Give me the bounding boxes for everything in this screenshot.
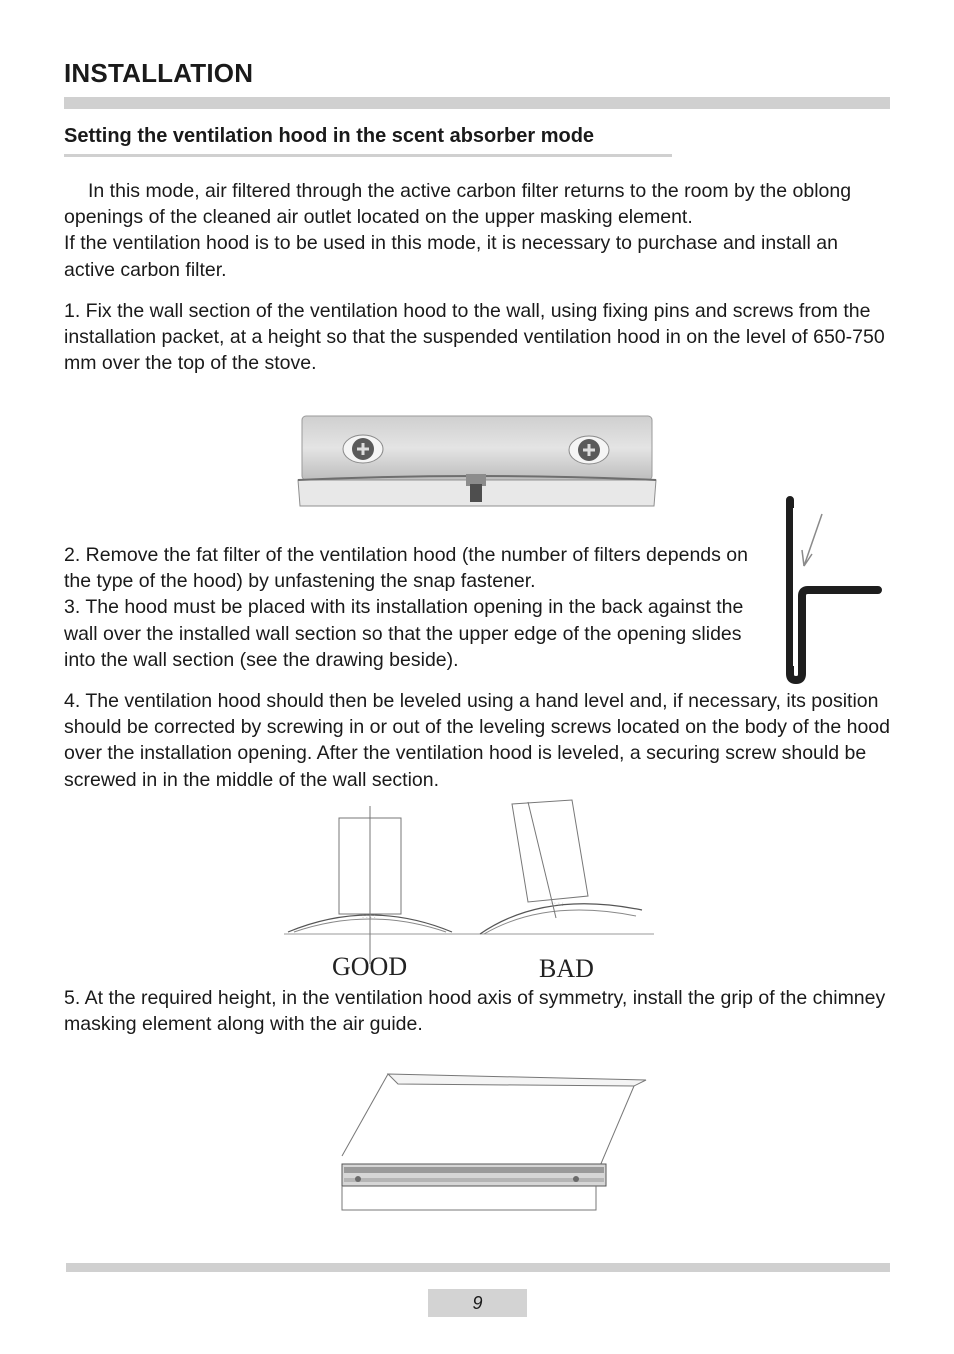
page-title: INSTALLATION: [64, 58, 254, 88]
wall-bracket-illustration: [296, 412, 658, 510]
step-5-text: 5. At the required height, in the ventilation hood axis of symmetry, install the grip of the chimney masking element along with the air guide.: [64, 987, 886, 1036]
intro-paragraph: [64, 178, 894, 283]
svg-text:: : : :: : : : :: [550, 901, 564, 908]
step-3-text: 3. The hood must be placed with its installation opening in the back against the wall over the installed wall section so that the upper edge of the opening slides into the wall section (see the drawing beside).: [64, 596, 744, 671]
steps-2-3-text: [64, 542, 764, 673]
bad-label: BAD: [539, 954, 594, 983]
arrow-down-icon: [802, 514, 822, 566]
footer-divider: [66, 1263, 890, 1272]
screw-icon: [343, 435, 383, 463]
hook-insertion-drawing: [780, 494, 884, 684]
chimney-grip-illustration: [334, 1068, 652, 1218]
page-number: 9: [428, 1289, 527, 1317]
svg-text:: : : :: : : : :: [362, 913, 376, 920]
step-2-text: 2. Remove the fat filter of the ventilation hood (the number of filters depends on the type of the hood) by unfastening the snap fastener.: [64, 544, 748, 593]
header-divider: [64, 97, 890, 109]
screw-icon: [569, 436, 609, 464]
step-4-text: 4. The ventilation hood should then be leveled using a hand level and, if necessary, its position should be corrected by screwing in or out of the leveling screws located on the body of the hood over the installation opening. After the ventilation hood is leveled, a securing screw should be screwed in in the middle of the wall section.: [64, 690, 890, 791]
section-subtitle: Setting the ventilation hood in the scent absorber mode: [64, 125, 672, 157]
good-hood-drawing: [288, 806, 452, 964]
step-1-text: 1. Fix the wall section of the ventilation hood to the wall, using fixing pins and screws from the installation packet, at a height so that the suspended ventilation hood in on the level of 650-750 mm over the top of the stove.: [64, 300, 885, 375]
bad-hood-drawing: [480, 800, 642, 934]
good-label: GOOD: [332, 952, 408, 981]
intro-line-2: If the ventilation hood is to be used in this mode, it is necessary to purchase and install an active carbon filter.: [64, 232, 838, 281]
intro-line-1: In this mode, air filtered through the active carbon filter returns to the room by the oblong openings of the cleaned air outlet located on the upper masking element.: [64, 180, 852, 229]
level-comparison-drawing: [284, 798, 656, 964]
